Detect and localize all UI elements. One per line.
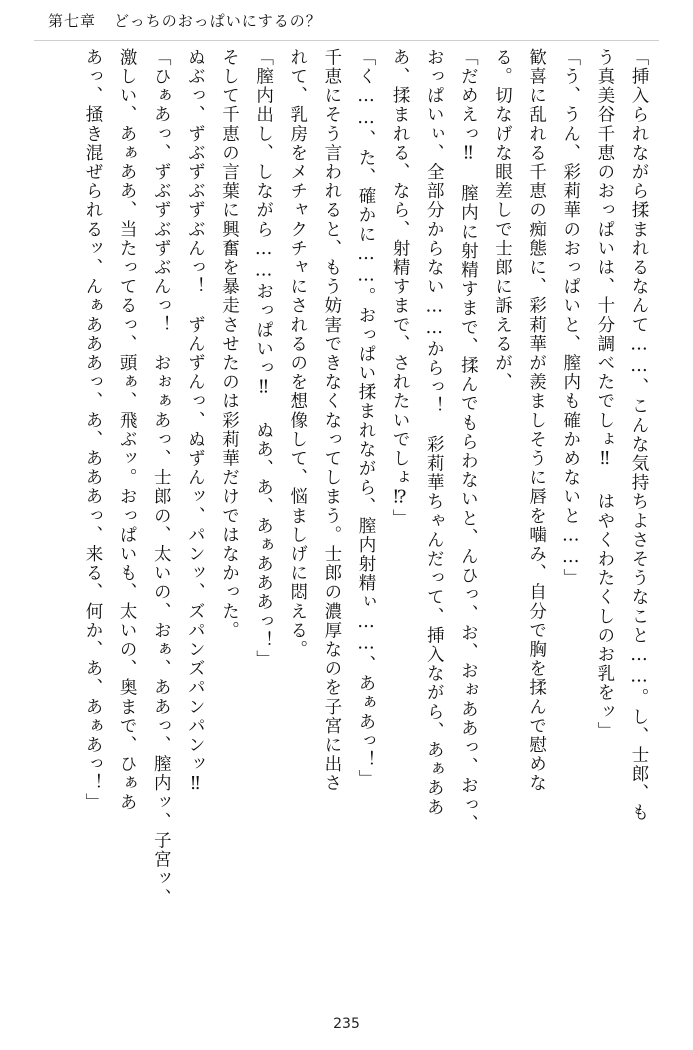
chapter-number: 第七章 xyxy=(48,12,97,30)
text-line: 「挿入られながら揉まれるなんて……、こんな気持ちよさそうなこと……。し、士郎、も xyxy=(629,48,649,822)
text-line: れて、乳房をメチャクチャにされるのを想像して、悩ましげに悶える。 xyxy=(287,48,308,660)
text-line: る。切なげな眼差しで士郎に訴えるが、 xyxy=(492,48,513,392)
text-line: う真美谷千恵のおっぱいは、十分調べたでしょ‼ はやくわたくしのお乳をッ」 xyxy=(594,48,615,741)
text-line: 「ひぁあっ、ずぶずぶずぶんっ！ おぉぁあっ、士郎の、太いの、おぁ、ああっ、膣内ッ、子宮ッ、 xyxy=(151,48,172,908)
text-line: 「だめえっ‼ 膣内に射精すまで、揉んでもらわないと、んひっ、お、おぉああっ、おっ、 xyxy=(458,48,479,834)
text-line: 激しい、あぁああ、当たってるっ、頭ぁ、飛ぶッ。おっぱいも、太いの、奥まで、ひぁあ xyxy=(117,48,138,812)
text-line: そして千恵の言葉に興奮を暴走させたのは彩莉華だけではなかった。 xyxy=(219,48,240,641)
text-line: 「う、うん、彩莉華のおっぱいと、膣内も確かめないと……」 xyxy=(560,48,581,588)
page-number: 235 xyxy=(333,1016,360,1032)
text-line: おっぱいぃ、全部分からない……からっ！ 彩莉華ちゃんだって、挿入ながら、あぁああ xyxy=(424,48,445,817)
text-line: ぬぶっ、ずぶずぶずぶんっ！ ずんずんっ、ぬずんッ、パンッ、ズパンズパンパンッ‼ xyxy=(185,48,206,796)
text-line: あっ、掻き混ぜられるッ、んぁあああっ、あ、あああっ、来る、何か、あ、あぁあっ！」 xyxy=(83,48,103,812)
chapter-header xyxy=(48,10,653,40)
text-line: 千恵にそう言われると、もう妨害できなくなってしまう。士郎の濃厚なのを子宮に出さ xyxy=(321,48,342,793)
page-body-text xyxy=(36,48,656,988)
text-line: あ、揉まれる、なら、射精すまで、されたいでしょ⁉」 xyxy=(390,48,411,528)
text-line: 歓喜に乱れる千恵の痴態に、彩莉華が羨ましそうに唇を噛み、自分で胸を揉んで慰めな xyxy=(526,48,547,793)
chapter-title: どっちのおっぱいにするの？ xyxy=(114,12,322,30)
text-line: 「膣内出し、しながら……おっぱいっ‼ ぬあ、あ、あぁあああっ！」 xyxy=(253,48,274,670)
header-divider xyxy=(34,40,659,41)
text-line: 「く……、た、確かに……。おっぱい揉まれながら、膣内射精ぃ……、あぁあっ！」 xyxy=(356,48,376,789)
